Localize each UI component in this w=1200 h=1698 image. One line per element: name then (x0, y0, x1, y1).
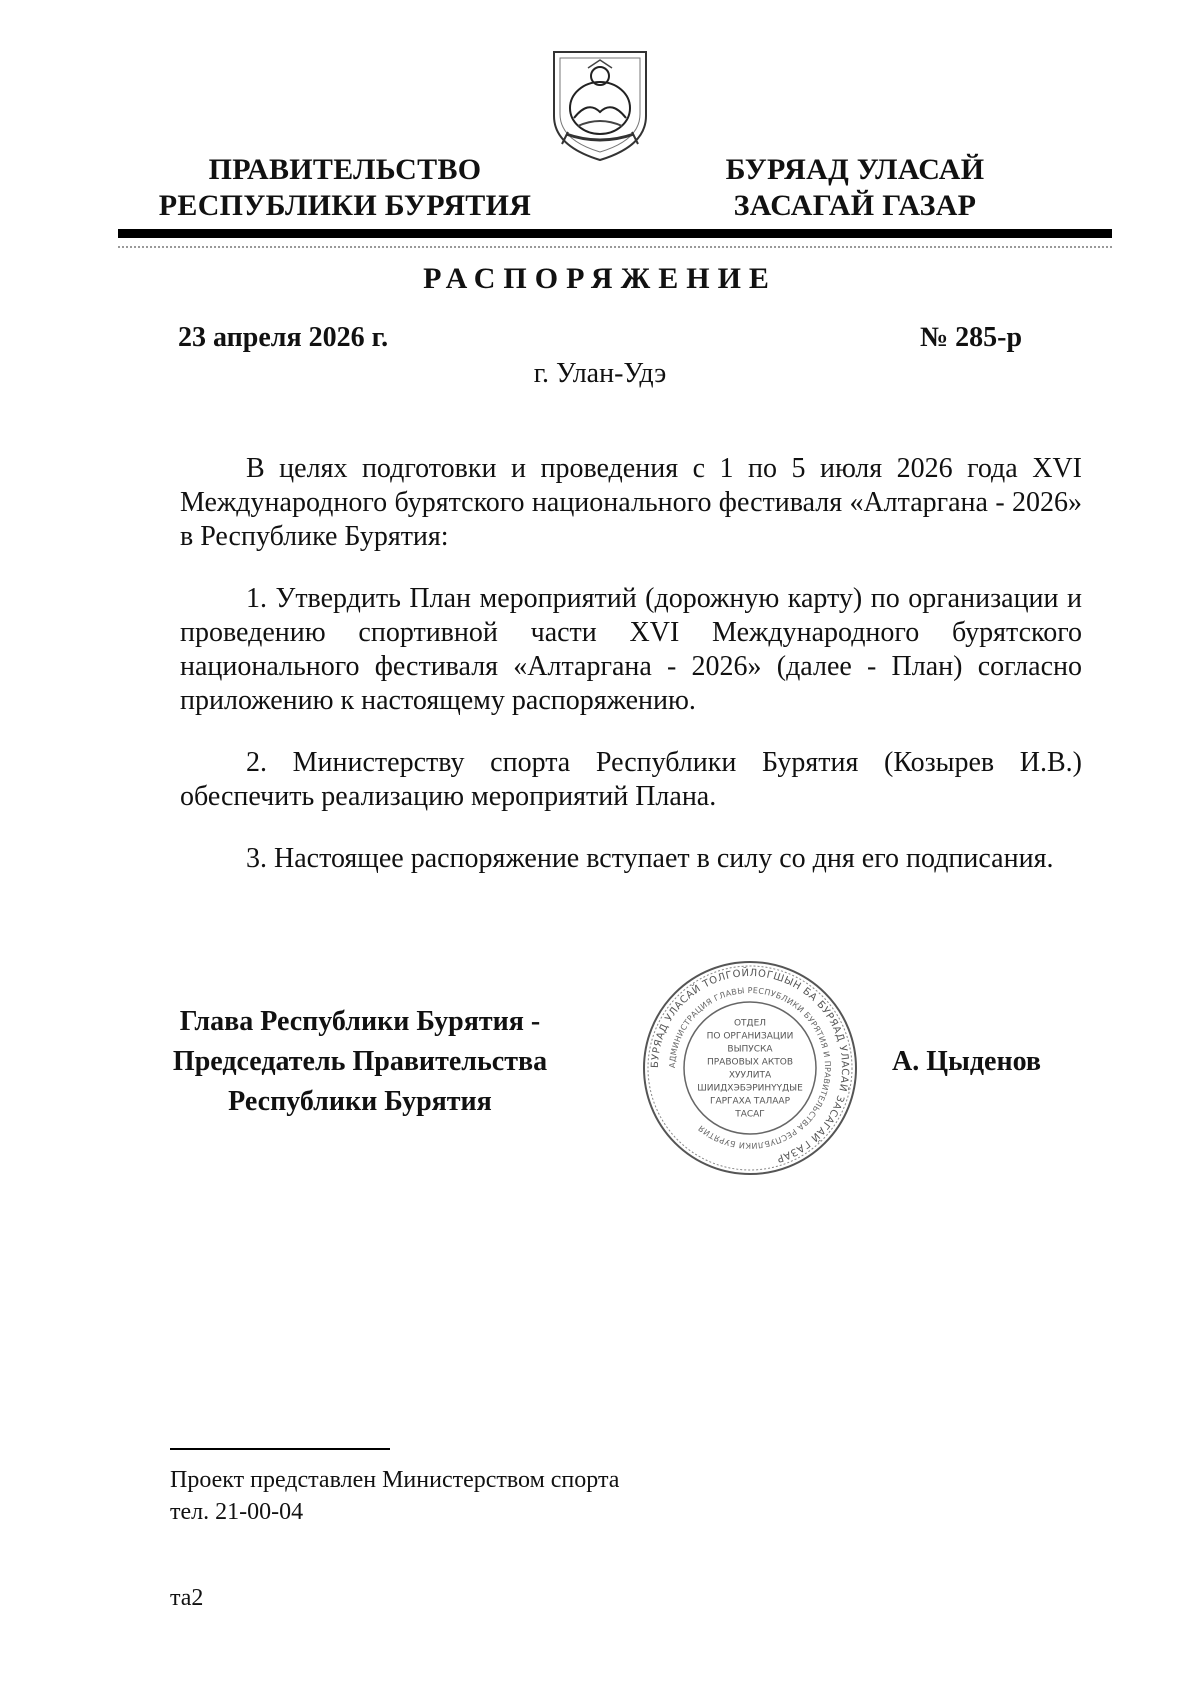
document-number: № 285-р (920, 322, 1023, 353)
header-right-line1: БУРЯАД УЛАСАЙ (725, 153, 985, 186)
seal-center-line: ВЫПУСКА (727, 1044, 773, 1055)
seal-center-line: ПРАВОВЫХ АКТОВ (706, 1057, 794, 1068)
footer-code: та2 (170, 1585, 204, 1611)
header-left (150, 152, 540, 224)
header-right (690, 152, 1020, 224)
paragraph-item-1 (180, 582, 1082, 718)
paragraph-item-3-text: 3. Настоящее распоряжение вступает в силу со дня его подписания. (246, 843, 1054, 874)
seal-center-line: ШИИДХЭБЭРИНҮҮДЫЕ (697, 1083, 803, 1094)
header-left-line1: ПРАВИТЕЛЬСТВО (208, 153, 482, 186)
document-city: г. Улан-Удэ (533, 358, 667, 389)
header-right-line2: ЗАСАГАЙ ГАЗАР (733, 189, 977, 222)
paragraph-preamble (180, 452, 1082, 554)
official-seal-icon (640, 958, 860, 1178)
paragraph-item-1-text: 1. Утвердить План мероприятий (дорожную карту) по организации и проведению спортивной части XVI Международного бурятского национального фестиваля «Алтаргана - 2026» (далее - План) согласно приложению к настоящему распоряжению. (180, 583, 1082, 716)
header-thick-rule (118, 229, 1112, 238)
signatory-title-line1: Глава Республики Бурятия - (179, 1006, 541, 1037)
svg-text:АДМИНИСТРАЦИЯ ГЛАВЫ РЕСПУБЛИКИ: АДМИНИСТРАЦИЯ ГЛАВЫ РЕСПУБЛИКИ БУРЯТИЯ И ПРАВИТЕЛЬСТВА РЕСПУБЛИКИ БУРЯТИЯ (667, 985, 833, 1151)
paragraph-item-3 (180, 842, 1082, 876)
footer-phone: тел. 21-00-04 (170, 1499, 304, 1525)
svg-text:БУРЯАД УЛАСАЙ ТОЛГОЙЛОГШЫН БА: БУРЯАД УЛАСАЙ ТОЛГОЙЛОГШЫН БА БУРЯАД УЛАСАЙ ЗАСАГАЙ ГАЗАР (649, 967, 851, 1164)
seal-center-line: ГАРГАХА ТАЛААР (709, 1096, 791, 1107)
document-title: РАСПОРЯЖЕНИЕ (423, 262, 777, 295)
paragraph-item-2-text: 2. Министерству спорта Республики Бурятия (Козырев И.В.) обеспечить реализацию мероприятий Плана. (180, 747, 1082, 812)
seal-center-line: ХУУЛИТА (728, 1070, 772, 1081)
footer-rule (170, 1448, 390, 1450)
seal-center-line: ПО ОРГАНИЗАЦИИ (706, 1031, 794, 1042)
document-date: 23 апреля 2026 г. (178, 322, 389, 353)
signatory-title-line2: Председатель Правительства (172, 1046, 548, 1077)
paragraph-item-2 (180, 746, 1082, 814)
seal-center-line: ОТДЕЛ (733, 1018, 767, 1029)
footer-project-note: Проект представлен Министерством спорта (170, 1467, 620, 1493)
coat-of-arms-icon (548, 46, 652, 164)
header-dotted-rule (118, 246, 1112, 248)
header-left-line2: РЕСПУБЛИКИ БУРЯТИЯ (158, 189, 532, 222)
paragraph-preamble-text: В целях подготовки и проведения с 1 по 5 июля 2026 года XVI Международного бурятского национального фестиваля «Алтаргана - 2026» в Республике Бурятия: (180, 453, 1082, 552)
signatory-title (150, 1002, 570, 1122)
seal-center-line: ТАСАГ (735, 1109, 765, 1120)
signatory-name: А. Цыденов (892, 1046, 1042, 1077)
signatory-title-line3: Республики Бурятия (228, 1086, 492, 1117)
